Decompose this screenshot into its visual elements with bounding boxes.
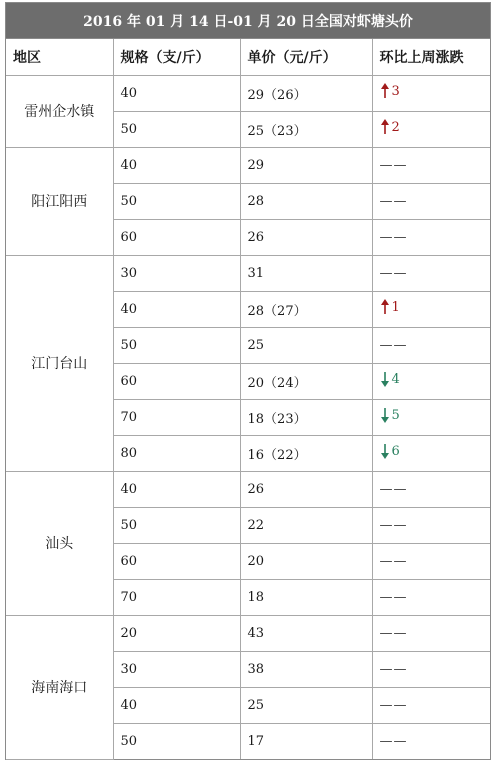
change-cell	[372, 291, 490, 327]
change-indicator	[380, 734, 408, 749]
spec-cell: 50	[113, 111, 240, 147]
change-cell	[372, 75, 490, 111]
price-cell: 31	[240, 255, 372, 291]
change-cell	[372, 723, 490, 759]
table-row	[6, 471, 490, 507]
spec-cell: 50	[113, 327, 240, 363]
change-value: 5	[391, 407, 400, 423]
change-value: ——	[379, 589, 408, 605]
region-cell: 汕头	[6, 471, 113, 615]
change-value: ——	[379, 517, 408, 533]
change-value: ——	[379, 481, 408, 497]
change-cell	[372, 327, 490, 363]
price-cell: 18（23）	[240, 399, 372, 435]
change-cell	[372, 399, 490, 435]
price-table-container	[5, 2, 491, 760]
change-cell	[372, 147, 490, 183]
change-indicator	[380, 83, 400, 99]
table-row	[6, 147, 490, 183]
price-cell: 28	[240, 183, 372, 219]
table-row	[6, 75, 490, 111]
change-indicator	[380, 443, 400, 459]
change-cell	[372, 471, 490, 507]
change-value: ——	[379, 337, 408, 353]
spec-cell: 30	[113, 651, 240, 687]
spec-cell: 50	[113, 507, 240, 543]
change-indicator	[380, 299, 400, 315]
table-body	[6, 75, 490, 759]
spec-cell: 80	[113, 435, 240, 471]
price-cell: 22	[240, 507, 372, 543]
change-cell	[372, 543, 490, 579]
price-cell: 20	[240, 543, 372, 579]
spec-cell: 40	[113, 471, 240, 507]
arrow-up-icon	[380, 299, 390, 315]
change-cell	[372, 435, 490, 471]
change-value: 3	[391, 83, 400, 99]
spec-cell: 60	[113, 219, 240, 255]
spec-cell: 30	[113, 255, 240, 291]
table-row	[6, 615, 490, 651]
price-cell: 38	[240, 651, 372, 687]
change-indicator	[380, 158, 408, 173]
spec-cell: 60	[113, 543, 240, 579]
change-value: 1	[391, 299, 400, 315]
change-indicator	[380, 371, 400, 387]
header-change: 环比上周涨跌	[372, 39, 490, 75]
spec-cell: 50	[113, 183, 240, 219]
price-cell: 16（22）	[240, 435, 372, 471]
header-price: 单价（元/斤）	[240, 39, 372, 75]
change-indicator	[380, 482, 408, 497]
change-indicator	[380, 662, 408, 677]
region-cell: 江门台山	[6, 255, 113, 471]
spec-cell: 40	[113, 75, 240, 111]
price-cell: 26	[240, 219, 372, 255]
change-cell	[372, 579, 490, 615]
price-cell: 20（24）	[240, 363, 372, 399]
price-cell: 25	[240, 687, 372, 723]
change-indicator	[380, 698, 408, 713]
change-value: ——	[379, 697, 408, 713]
change-cell	[372, 111, 490, 147]
price-cell: 26	[240, 471, 372, 507]
change-value: ——	[379, 625, 408, 641]
arrow-up-icon	[380, 119, 390, 135]
change-value: 6	[391, 443, 400, 459]
header-row	[6, 39, 490, 75]
spec-cell: 40	[113, 147, 240, 183]
spec-cell: 70	[113, 579, 240, 615]
price-cell: 18	[240, 579, 372, 615]
change-indicator	[380, 266, 408, 281]
price-cell: 17	[240, 723, 372, 759]
change-cell	[372, 507, 490, 543]
change-cell	[372, 687, 490, 723]
change-cell	[372, 363, 490, 399]
change-cell	[372, 615, 490, 651]
table-title: 2016 年 01 月 14 日-01 月 20 日全国对虾塘头价	[6, 3, 490, 39]
region-cell: 海南海口	[6, 615, 113, 759]
spec-cell: 70	[113, 399, 240, 435]
change-value: ——	[379, 193, 408, 209]
change-indicator	[380, 230, 408, 245]
change-value: ——	[379, 157, 408, 173]
change-indicator	[380, 590, 408, 605]
arrow-down-icon	[380, 371, 390, 387]
change-value: 4	[391, 371, 400, 387]
region-cell: 雷州企水镇	[6, 75, 113, 147]
change-indicator	[380, 554, 408, 569]
header-region: 地区	[6, 39, 113, 75]
price-cell: 25	[240, 327, 372, 363]
change-cell	[372, 183, 490, 219]
change-indicator	[380, 338, 408, 353]
change-value: ——	[379, 553, 408, 569]
change-value: ——	[379, 733, 408, 749]
change-value: ——	[379, 661, 408, 677]
change-cell	[372, 219, 490, 255]
spec-cell: 50	[113, 723, 240, 759]
price-cell: 29	[240, 147, 372, 183]
spec-cell: 60	[113, 363, 240, 399]
arrow-down-icon	[380, 443, 390, 459]
change-indicator	[380, 407, 400, 423]
change-indicator	[380, 518, 408, 533]
spec-cell: 40	[113, 291, 240, 327]
price-cell: 25（23）	[240, 111, 372, 147]
change-cell	[372, 651, 490, 687]
change-indicator	[380, 626, 408, 641]
price-cell: 29（26）	[240, 75, 372, 111]
spec-cell: 20	[113, 615, 240, 651]
change-indicator	[380, 194, 408, 209]
change-indicator	[380, 119, 400, 135]
change-value: 2	[391, 119, 400, 135]
price-cell: 28（27）	[240, 291, 372, 327]
price-cell: 43	[240, 615, 372, 651]
change-value: ——	[379, 229, 408, 245]
price-table	[6, 39, 490, 760]
arrow-up-icon	[380, 83, 390, 99]
spec-cell: 40	[113, 687, 240, 723]
change-cell	[372, 255, 490, 291]
change-value: ——	[379, 265, 408, 281]
region-cell: 阳江阳西	[6, 147, 113, 255]
table-row	[6, 255, 490, 291]
arrow-down-icon	[380, 407, 390, 423]
header-spec: 规格（支/斤）	[113, 39, 240, 75]
